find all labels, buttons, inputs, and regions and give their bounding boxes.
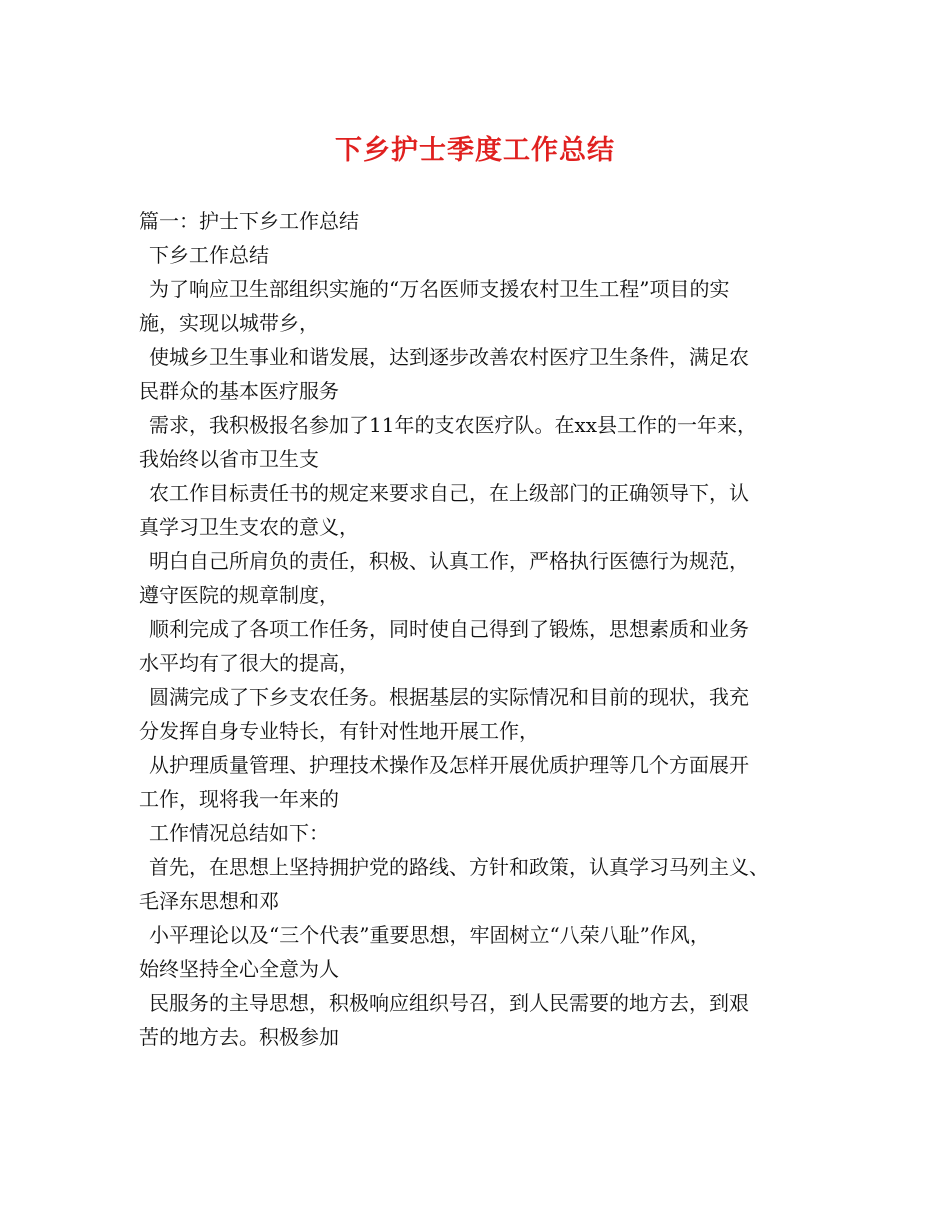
body-line: 顺利完成了各项工作任务，同时使自己得到了锻炼，思想素质和业务 (149, 617, 749, 641)
body-line: 需求，我积极报名参加了11年的支农医疗队。在xx县工作的一年来， (149, 413, 758, 437)
document-title: 下乡护士季度工作总结 (335, 135, 615, 166)
body-line: 苦的地方去。积极参加 (139, 1025, 339, 1049)
body-line: 圆满完成了下乡支农任务。根据基层的实际情况和目前的现状，我充 (149, 685, 749, 709)
body-line: 篇一：护士下乡工作总结 (139, 209, 359, 233)
body-line: 使城乡卫生事业和谐发展，达到逐步改善农村医疗卫生条件，满足农 (149, 345, 749, 369)
body-line: 下乡工作总结 (149, 243, 269, 267)
body-line: 施，实现以城带乡， (139, 311, 319, 335)
body-line: 真学习卫生支农的意义， (139, 515, 359, 539)
body-line: 工作，现将我一年来的 (139, 787, 339, 811)
body-line: 我始终以省市卫生支 (139, 447, 319, 471)
body-line: 毛泽东思想和邓 (139, 889, 279, 913)
document-body (139, 204, 839, 1054)
body-line: 农工作目标责任书的规定来要求自己，在上级部门的正确领导下，认 (149, 481, 749, 505)
body-line: 小平理论以及“三个代表”重要思想，牢固树立“八荣八耻”作风， (149, 923, 710, 947)
body-line: 为了响应卫生部组织实施的“万名医师支援农村卫生工程”项目的实 (149, 277, 730, 301)
body-line: 分发挥自身专业特长，有针对性地开展工作， (139, 719, 539, 743)
body-line: 民服务的主导思想，积极响应组织号召，到人民需要的地方去，到艰 (149, 991, 749, 1015)
body-line: 首先，在思想上坚持拥护党的路线、方针和政策，认真学习马列主义、 (149, 855, 769, 879)
body-line: 民群众的基本医疗服务 (139, 379, 339, 403)
body-line: 明白自己所肩负的责任，积极、认真工作，严格执行医德行为规范， (149, 549, 749, 573)
body-line: 始终坚持全心全意为人 (139, 957, 339, 981)
body-line: 遵守医院的规章制度， (139, 583, 339, 607)
body-line: 水平均有了很大的提高， (139, 651, 359, 675)
body-line: 工作情况总结如下： (149, 821, 329, 845)
body-line: 从护理质量管理、护理技术操作及怎样开展优质护理等几个方面展开 (149, 753, 749, 777)
